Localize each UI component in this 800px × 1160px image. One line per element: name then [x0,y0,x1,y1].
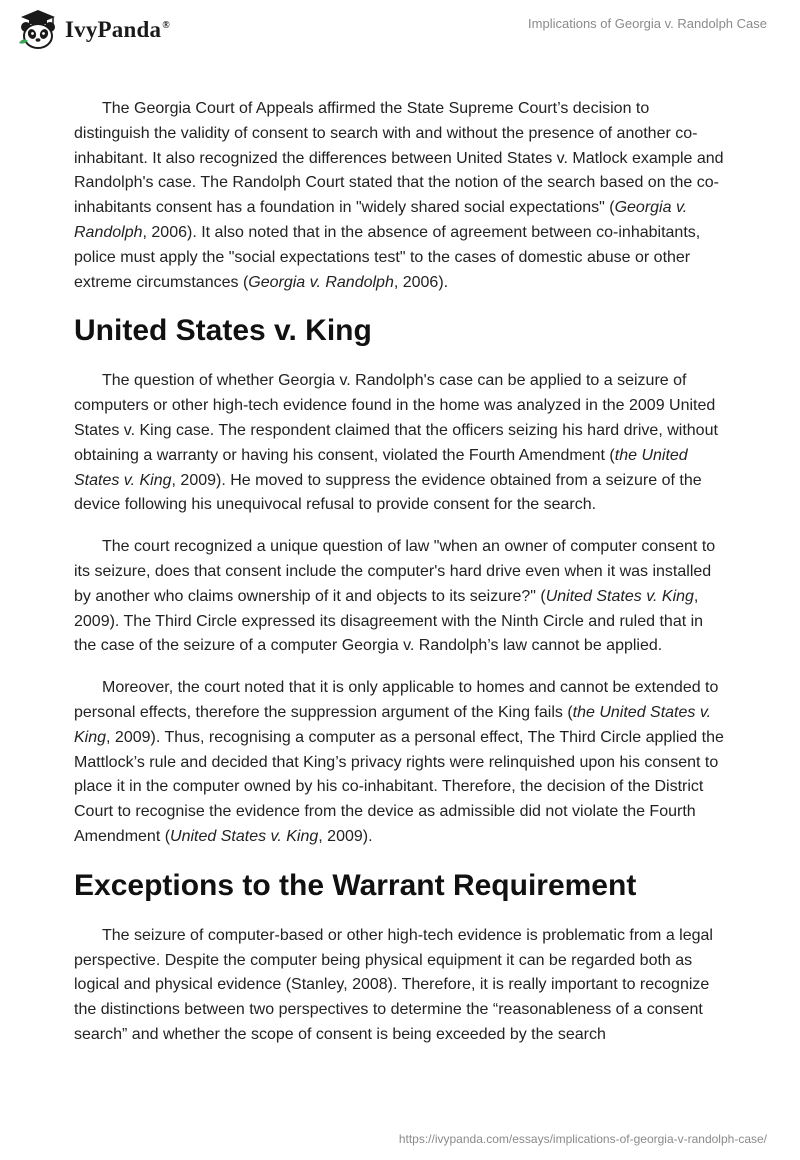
text-run: , 2006). [393,273,449,291]
text-run: The Georgia Court of Appeals affirmed the State Supreme Court’s decision to distinguish the validity of consent to search with and without the presence of another co-inhabitant. It also recognized the differences between United States v. Matlock example and Randolph's case. The Randolph Court stated that the notion of the search based on the co-inhabitants consent has a foundation in "widely shared social expectations" ( [74,100,724,217]
paragraph [74,369,728,518]
citation-italic: United States v. King [545,587,694,605]
text-run: The court recognized a unique question of law "when an owner of computer consent to its seizure, does that consent include the computer's hard drive even when it was installed by another who claims ownership of it and objects to its seizure?" ( [74,538,716,605]
paragraph [74,535,728,659]
paragraph [74,924,728,1048]
text-run: , 2009). The Third Circle expressed its disagreement with the Ninth Circle and ruled that in the case of the seizure of a computer Georgia v. Randolph’s law cannot be applied. [74,587,704,655]
text-run: Moreover, the court noted that it is only applicable to homes and cannot be extended to personal effects, therefore the suppression argument of the King fails ( [74,679,719,721]
source-url[interactable]: https://ivypanda.com/essays/implications-of-georgia-v-randolph-case/ [398,1132,767,1146]
section-heading: Exceptions to the Warrant Requirement [74,868,637,902]
text-run: , 2009). He moved to suppress the evidence obtained from a seizure of the device following his unequivocal refusal to provide consent for the search. [74,471,702,514]
essay-content [74,97,728,1065]
citation-italic: Georgia v. Randolph [248,273,394,291]
panda-graduate-icon [15,7,61,53]
section-heading: United States v. King [74,314,372,348]
citation-italic: the United States v. King [74,446,688,489]
citation-italic: Georgia v. Randolph [74,199,688,241]
brand-name: IvyPanda® [65,17,170,42]
page-header [0,0,800,60]
text-run: , 2009). Thus, recognising a computer as a personal effect, The Third Circle applied the Mattlock’s rule and decided that King’s privacy rights were relinquished upon his consent to place it in the computer owned by his co-inhabitant. Therefore, the decision of the District Court to recognise the evidence from the device as admissible did not violate the Fourth Amendment ( [74,728,724,845]
document-title: Implications of Georgia v. Randolph Case [528,16,767,31]
text-run: The question of whether Georgia v. Randolph's case can be applied to a seizure of computers or other high-tech evidence found in the home was analyzed in the 2009 United States v. King case. The respondent claimed that the officers seizing his hard drive, without obtaining a warranty or having his consent, violated the Fourth Amendment ( [74,372,718,464]
brand-logo[interactable] [15,8,170,52]
paragraph [74,97,728,295]
paragraph [74,676,728,850]
citation-italic: United States v. King [170,827,319,845]
text-run: , 2006). It also noted that in the absence of agreement between co-inhabitants, police must apply the "social expectations test" to the cases of domestic abuse or other extreme circumstances ( [74,223,701,291]
text-run: The seizure of computer-based or other high-tech evidence is problematic from a legal perspective. Despite the computer being physical equipment it can be regarded both as logical and physical evidence (Stanley, 2008). Therefore, it is really important to recognize the distinctions between two perspectives to determine the “reasonableness of a consent search” and whether the scope of consent is being exceeded by the search [74,926,713,1043]
citation-italic: the United States v. King [74,703,712,746]
text-run: , 2009). [318,827,373,845]
